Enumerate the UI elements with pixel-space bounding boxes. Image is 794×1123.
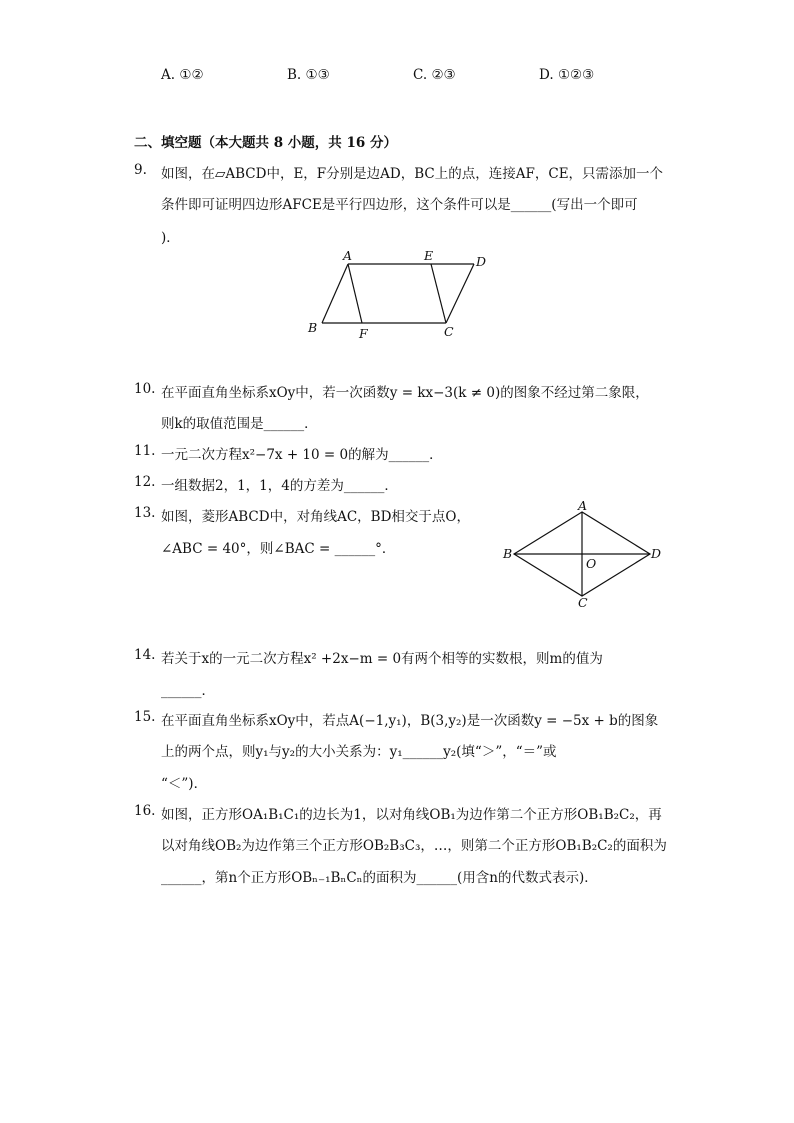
q15-line-2: 上的两个点，则y₁与y₂的大小关系为：y₁______y₂(填“＞”，“＝”或 [161, 744, 557, 760]
option-b: B. ①③ [287, 67, 330, 83]
section-title: 二、填空题（本大题共 8 小题，共 16 分） [134, 135, 397, 151]
q16-line-1: 如图，正方形OA₁B₁C₁的边长为1，以对角线OB₁为边作第二个正方形OB₁B₂C₂，再 [161, 807, 662, 823]
q12-line-1: 一组数据2，1，1，4的方差为______． [161, 478, 398, 494]
q9-line-3: )． [161, 230, 180, 246]
label-d: D [651, 546, 662, 561]
q10-line-1: 在平面直角坐标系xOy中，若一次函数y = kx−3(k ≠ 0)的图象不经过第二象限， [161, 385, 649, 401]
option-a: A. ①② [161, 67, 204, 83]
rhombus-figure [498, 500, 668, 612]
option-d: D. ①②③ [539, 67, 595, 83]
label-c: C [578, 595, 588, 610]
q15-line-1: 在平面直角坐标系xOy中，若点A(−1,y₁)，B(3,y₂)是一次函数y = −5x + b的图象 [161, 713, 659, 729]
option-c: C. ②③ [413, 67, 456, 83]
parallelogram-figure [300, 246, 500, 346]
question-number-9: 9. [134, 162, 147, 178]
q13-line-2: ∠ABC = 40°，则∠BAC = ______°． [161, 541, 396, 557]
label-a: A [343, 248, 353, 263]
question-number-12: 12. [134, 474, 156, 490]
label-a: A [578, 500, 588, 513]
q9-line-2: 条件即可证明四边形AFCE是平行四边形，这个条件可以是______(写出一个即可 [161, 197, 638, 213]
q16-line-3: ______，第n个正方形OBₙ₋₁BₙCₙ的面积为______(用含n的代数式表示)． [161, 870, 598, 886]
label-b: B [308, 320, 318, 335]
label-d: D [476, 254, 487, 269]
label-f: F [359, 326, 368, 341]
q11-line-1: 一元二次方程x²−7x + 10 = 0的解为______． [161, 447, 443, 463]
label-b: B [503, 546, 513, 561]
q10-line-2: 则k的取值范围是______． [161, 416, 318, 432]
q14-line-2: ______． [161, 683, 215, 699]
edge-dc [446, 264, 474, 323]
segment-ce [431, 264, 446, 323]
question-number-16: 16. [134, 803, 156, 819]
q9-line-1: 如图，在▱ABCD中，E，F分别是边AD，BC上的点，连接AF，CE，只需添加一个 [161, 166, 664, 182]
question-number-10: 10. [134, 381, 156, 397]
question-number-13: 13. [134, 505, 156, 521]
edge-ab [322, 264, 348, 323]
question-number-11: 11. [134, 443, 156, 459]
q14-line-1: 若关于x的一元二次方程x² +2x−m = 0有两个相等的实数根，则m的值为 [161, 651, 603, 667]
q15-line-3: “＜”)． [161, 776, 208, 792]
q16-line-2: 以对角线OB₂为边作第三个正方形OB₂B₃C₃，…，则第二个正方形OB₁B₂C₂的面积为 [161, 838, 667, 854]
label-e: E [424, 248, 434, 263]
label-c: C [444, 324, 454, 339]
q13-line-1: 如图，菱形ABCD中，对角线AC，BD相交于点O， [161, 509, 470, 525]
segment-af [348, 264, 362, 323]
label-o: O [586, 556, 597, 571]
question-number-15: 15. [134, 709, 156, 725]
question-number-14: 14. [134, 647, 156, 663]
